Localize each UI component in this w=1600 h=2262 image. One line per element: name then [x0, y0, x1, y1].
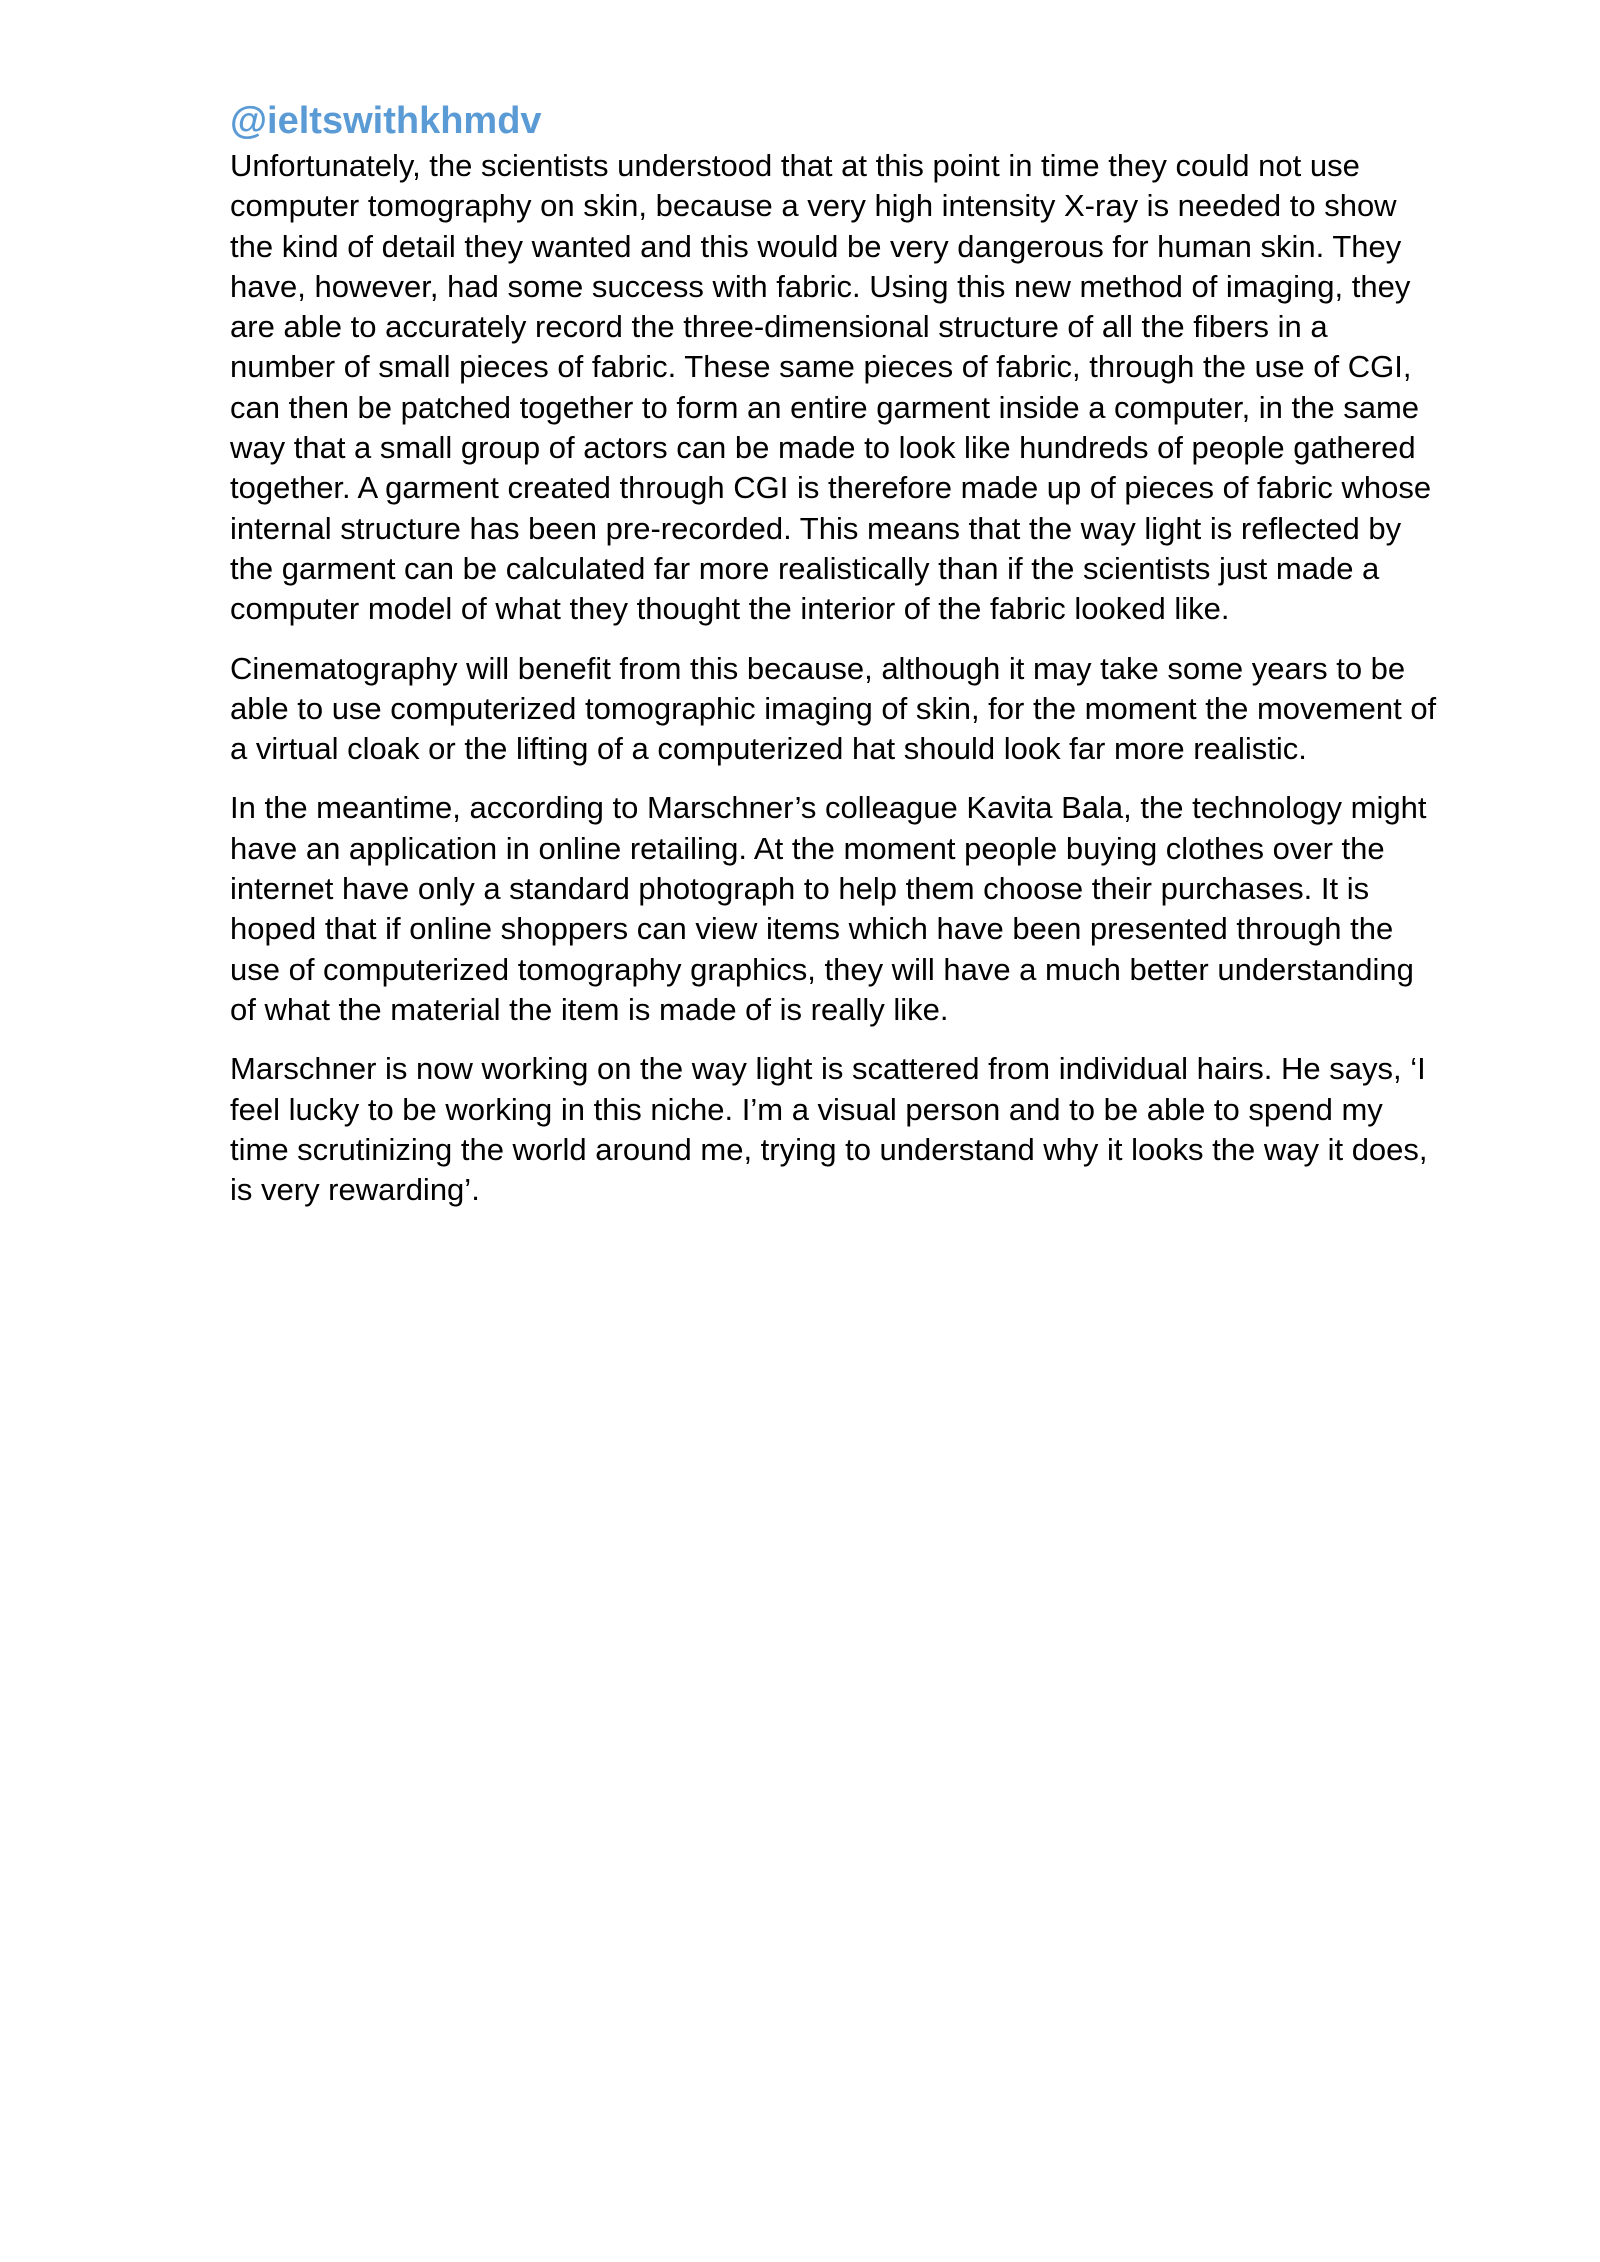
text-line: way that a small group of actors can be made to look like hundreds of people gathered — [230, 430, 1416, 466]
text-line: Unfortunately, the scientists understood that at this point in time they could not use — [230, 148, 1360, 183]
text-line: is very rewarding’. — [230, 1172, 480, 1208]
paragraph-2 — [230, 649, 1510, 770]
text-line: a virtual cloak or the lifting of a computerized hat should look far more realistic. — [230, 731, 1307, 767]
text-line: internet have only a standard photograph to help them choose their purchases. It is — [230, 871, 1370, 907]
text-line: time scrutinizing the world around me, trying to understand why it looks the way it does, — [230, 1131, 1428, 1167]
paragraph-1 — [230, 146, 1510, 630]
text-line: have an application in online retailing. At the moment people buying clothes over the — [230, 830, 1385, 866]
text-line: use of computerized tomography graphics, they will have a much better understanding — [230, 951, 1414, 987]
text-line: Cinematography will benefit from this because, although it may take some years to be — [230, 650, 1406, 686]
text-line: the garment can be calculated far more realistically than if the scientists just made a — [230, 550, 1380, 586]
text-line: hoped that if online shoppers can view items which have been presented through the — [230, 911, 1394, 947]
text-line: Marschner is now working on the way light is scattered from individual hairs. He says, ‘I — [230, 1051, 1426, 1087]
text-line: have, however, had some success with fabric. Using this new method of imaging, they — [230, 268, 1411, 304]
text-line: are able to accurately record the three-dimensional structure of all the fibers in a — [230, 309, 1328, 345]
text-line: the kind of detail they wanted and this would be very dangerous for human skin. They — [230, 228, 1402, 264]
text-line: computer model of what they thought the interior of the fabric looked like. — [230, 591, 1230, 627]
text-line: internal structure has been pre-recorded. This means that the way light is reflected by — [230, 510, 1402, 546]
text-line: computer tomography on skin, because a very high intensity X-ray is needed to show — [230, 188, 1397, 224]
author-handle: @ieltswithkhmdv — [230, 100, 542, 142]
text-line: of what the material the item is made of is really like. — [230, 991, 949, 1027]
paragraph-3 — [230, 788, 1510, 1030]
text-line: feel lucky to be working in this niche. I’m a visual person and to be able to spend my — [230, 1091, 1383, 1127]
paragraph-4 — [230, 1049, 1510, 1210]
text-line: together. A garment created through CGI is therefore made up of pieces of fabric whose — [230, 470, 1432, 506]
text-line: number of small pieces of fabric. These same pieces of fabric, through the use of CGI, — [230, 349, 1412, 385]
text-line: In the meantime, according to Marschner’s colleague Kavita Bala, the technology might — [230, 790, 1427, 826]
text-line: able to use computerized tomographic imaging of skin, for the moment the movement of — [230, 690, 1437, 726]
document-page — [230, 96, 1510, 1229]
text-line: can then be patched together to form an entire garment inside a computer, in the same — [230, 389, 1420, 425]
